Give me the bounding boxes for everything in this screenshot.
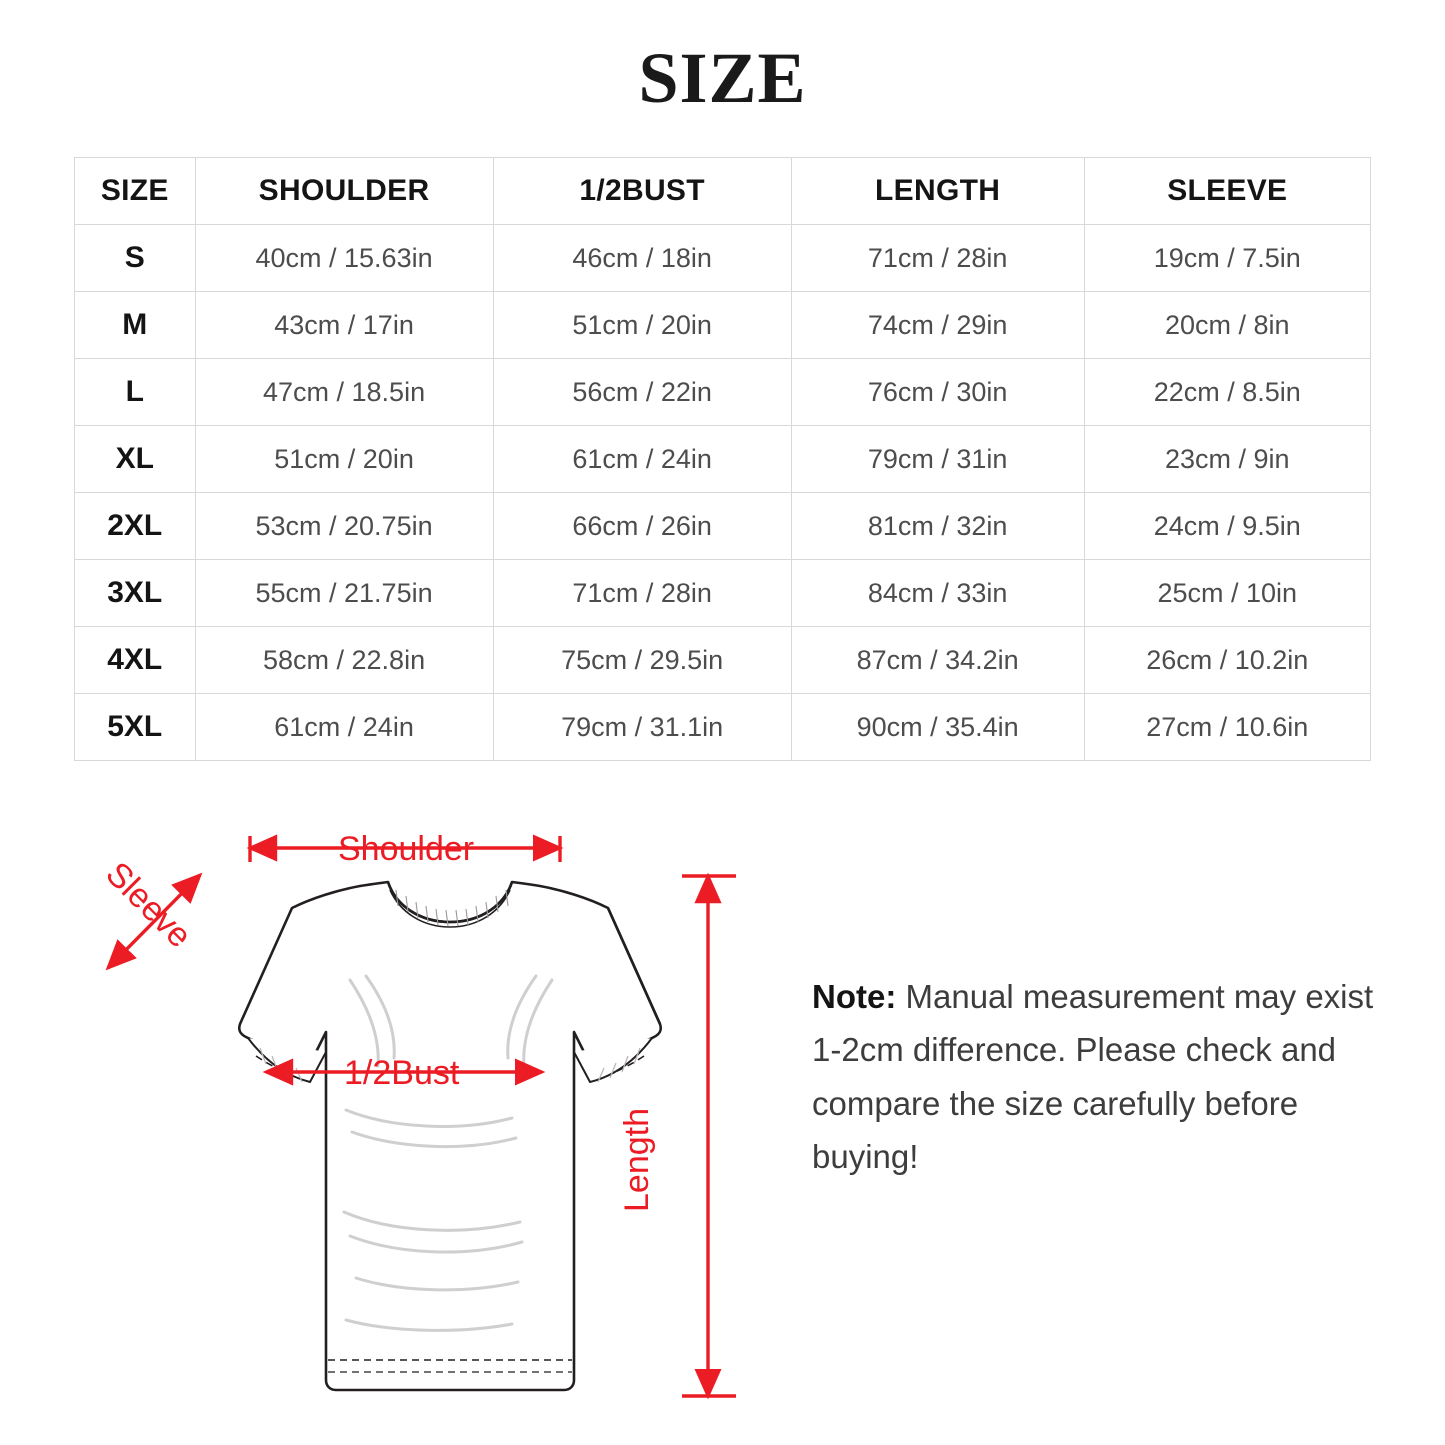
table-row [75, 493, 1371, 560]
cell-size: 5XL [75, 694, 196, 761]
size-chart-table-container [74, 157, 1371, 761]
cell-bust: 61cm / 24in [493, 426, 791, 493]
cell-sleeve: 20cm / 8in [1084, 292, 1370, 359]
cell-sleeve: 19cm / 7.5in [1084, 225, 1370, 292]
cell-size: XL [75, 426, 196, 493]
cell-size: L [75, 359, 196, 426]
sleeve-label: Sleeve [98, 854, 199, 956]
cell-shoulder: 58cm / 22.8in [195, 627, 493, 694]
note-text: Manual measurement may exist 1-2cm difference. Please check and compare the size carefully before buying! [812, 978, 1374, 1176]
table-row [75, 292, 1371, 359]
note-label: Note: [812, 978, 897, 1015]
column-header-length: LENGTH [791, 158, 1084, 225]
shoulder-label: Shoulder [338, 830, 475, 868]
half-bust-label: 1/2Bust [344, 1054, 460, 1092]
cell-length: 84cm / 33in [791, 560, 1084, 627]
cell-shoulder: 43cm / 17in [195, 292, 493, 359]
table-row [75, 627, 1371, 694]
cell-bust: 71cm / 28in [493, 560, 791, 627]
cell-shoulder: 51cm / 20in [195, 426, 493, 493]
size-chart-table [74, 157, 1371, 761]
table-row [75, 426, 1371, 493]
cell-sleeve: 25cm / 10in [1084, 560, 1370, 627]
cell-length: 74cm / 29in [791, 292, 1084, 359]
cell-length: 90cm / 35.4in [791, 694, 1084, 761]
shoulder-measure-arrow [250, 830, 560, 868]
column-header-bust: 1/2BUST [493, 158, 791, 225]
cell-bust: 56cm / 22in [493, 359, 791, 426]
length-measure-arrow [618, 876, 736, 1396]
table-row [75, 359, 1371, 426]
cell-length: 71cm / 28in [791, 225, 1084, 292]
cell-bust: 79cm / 31.1in [493, 694, 791, 761]
cell-sleeve: 24cm / 9.5in [1084, 493, 1370, 560]
cell-size: 2XL [75, 493, 196, 560]
cell-bust: 75cm / 29.5in [493, 627, 791, 694]
page-title: SIZE [638, 38, 807, 118]
cell-shoulder: 61cm / 24in [195, 694, 493, 761]
cell-shoulder: 53cm / 20.75in [195, 493, 493, 560]
cell-size: S [75, 225, 196, 292]
cell-length: 76cm / 30in [791, 359, 1084, 426]
cell-shoulder: 55cm / 21.75in [195, 560, 493, 627]
cell-sleeve: 22cm / 8.5in [1084, 359, 1370, 426]
table-header-row [75, 158, 1371, 225]
cell-sleeve: 23cm / 9in [1084, 426, 1370, 493]
cell-size: 3XL [75, 560, 196, 627]
cell-length: 87cm / 34.2in [791, 627, 1084, 694]
cell-length: 79cm / 31in [791, 426, 1084, 493]
cell-sleeve: 27cm / 10.6in [1084, 694, 1370, 761]
cell-size: M [75, 292, 196, 359]
column-header-size: SIZE [75, 158, 196, 225]
tshirt-diagram-svg [60, 780, 800, 1440]
cell-shoulder: 40cm / 15.63in [195, 225, 493, 292]
cell-length: 81cm / 32in [791, 493, 1084, 560]
table-row [75, 694, 1371, 761]
table-row [75, 560, 1371, 627]
cell-shoulder: 47cm / 18.5in [195, 359, 493, 426]
cell-size: 4XL [75, 627, 196, 694]
sleeve-measure-arrow [98, 855, 200, 968]
cell-bust: 51cm / 20in [493, 292, 791, 359]
length-label: Length [618, 1108, 656, 1212]
column-header-shoulder: SHOULDER [195, 158, 493, 225]
cell-bust: 66cm / 26in [493, 493, 791, 560]
measurement-diagram [0, 770, 1445, 1445]
cell-sleeve: 26cm / 10.2in [1084, 627, 1370, 694]
tshirt-outline [239, 882, 661, 1390]
table-row [75, 225, 1371, 292]
cell-bust: 46cm / 18in [493, 225, 791, 292]
column-header-sleeve: SLEEVE [1084, 158, 1370, 225]
note-block [812, 970, 1390, 1184]
